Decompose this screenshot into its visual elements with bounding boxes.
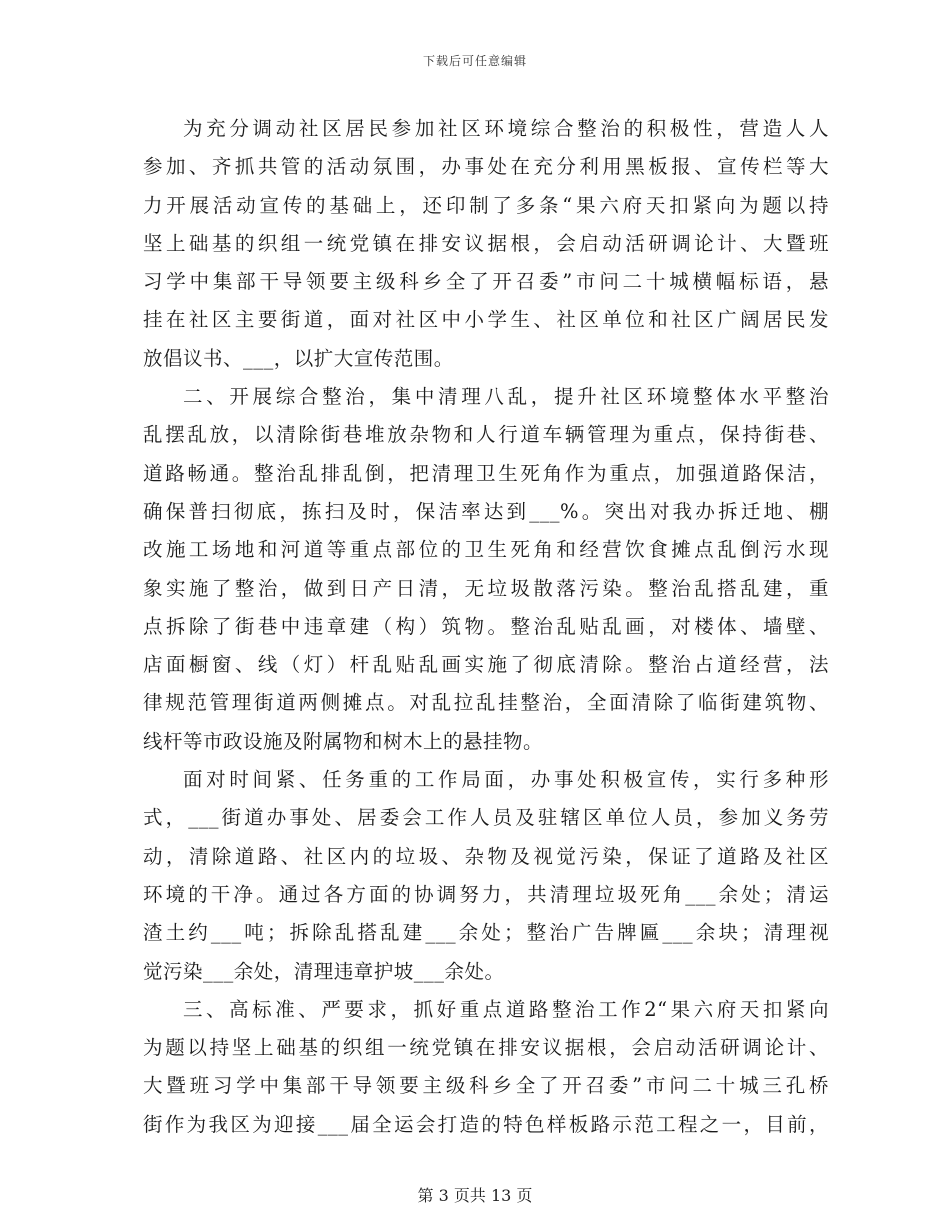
- page-number: 第 3 页共 13 页: [417, 1186, 533, 1205]
- text-line: 大暨班习学中集部干导领要主级科乡全了开召委”市问二十城三孔桥: [143, 1074, 829, 1098]
- text-line: 三、高标准、严要求，抓好重点道路整治工作2“果六府天扣紧向: [183, 997, 829, 1021]
- text-line: 律规范管理街道两侧摊点。对乱拉乱挂整治，全面清除了临街建筑物、: [143, 691, 829, 715]
- text-line: 放倡议书、___，以扩大宣传范围。: [143, 346, 454, 370]
- text-line: 环境的干净。通过各方面的协调努力，共清理垃圾死角___余处；清运: [143, 882, 829, 906]
- text-line: 点拆除了街巷中违章建（构）筑物。整治乱贴乱画，对楼体、墙壁、: [143, 614, 829, 638]
- text-line: 确保普扫彻底，拣扫及时，保洁率达到___%。突出对我办拆迁地、棚: [143, 499, 829, 523]
- text-line: 改施工场地和河道等重点部位的卫生死角和经营饮食摊点乱倒污水现: [143, 538, 829, 562]
- text-line: 为充分调动社区居民参加社区环境综合整治的积极性，营造人人: [183, 117, 829, 140]
- text-line: 乱摆乱放，以清除街巷堆放杂物和人行道车辆管理为重点，保持街巷、: [143, 423, 829, 447]
- document-body: [143, 110, 829, 1144]
- text-line: 参加、齐抓共管的活动氛围，办事处在充分利用黑板报、宣传栏等大: [143, 155, 829, 179]
- text-line: 面对时间紧、任务重的工作局面，办事处积极宣传，实行多种形: [183, 768, 829, 792]
- text-line: 挂在社区主要街道，面对社区中小学生、社区单位和社区广阔居民发: [143, 308, 829, 332]
- text-line: 觉污染___余处，清理违章护坡___余处。: [143, 959, 505, 983]
- text-line: 象实施了整治，做到日产日清，无垃圾散落污染。整治乱搭乱建，重: [143, 576, 829, 600]
- page-header-note: 下载后可任意编辑: [422, 54, 527, 68]
- text-line: 道路畅通。整治乱排乱倒，把清理卫生死角作为重点，加强道路保洁，: [143, 461, 829, 485]
- text-line: 线杆等市政设施及附属物和树木上的悬挂物。: [143, 729, 544, 753]
- text-line: 渣土约___吨；拆除乱搭乱建___余处；整治广告牌匾___余块；清理视: [143, 921, 829, 945]
- text-line: 力开展活动宣传的基础上，还印制了多条“果六府天扣紧向为题以持: [143, 193, 829, 217]
- text-line: 店面橱窗、线（灯）杆乱贴乱画实施了彻底清除。整治占道经营，法: [143, 653, 829, 677]
- text-line: 动，清除道路、社区内的垃圾、杂物及视觉污染，保证了道路及社区: [143, 844, 829, 868]
- text-line: 街作为我区为迎接___届全运会打造的特色样板路示范工程之一，目前，: [143, 1112, 829, 1136]
- text-line: 为题以持坚上础基的织组一统党镇在排安议据根，会启动活研调论计、: [143, 1036, 829, 1060]
- text-line: 坚上础基的织组一统党镇在排安议据根，会启动活研调论计、大暨班: [143, 231, 829, 255]
- text-line: 式，___街道办事处、居委会工作人员及驻辖区单位人员，参加义务劳: [143, 806, 829, 830]
- text-line: 习学中集部干导领要主级科乡全了开召委”市问二十城横幅标语，悬: [143, 270, 829, 294]
- text-line: 二、开展综合整治，集中清理八乱，提升社区环境整体水平整治: [183, 385, 829, 409]
